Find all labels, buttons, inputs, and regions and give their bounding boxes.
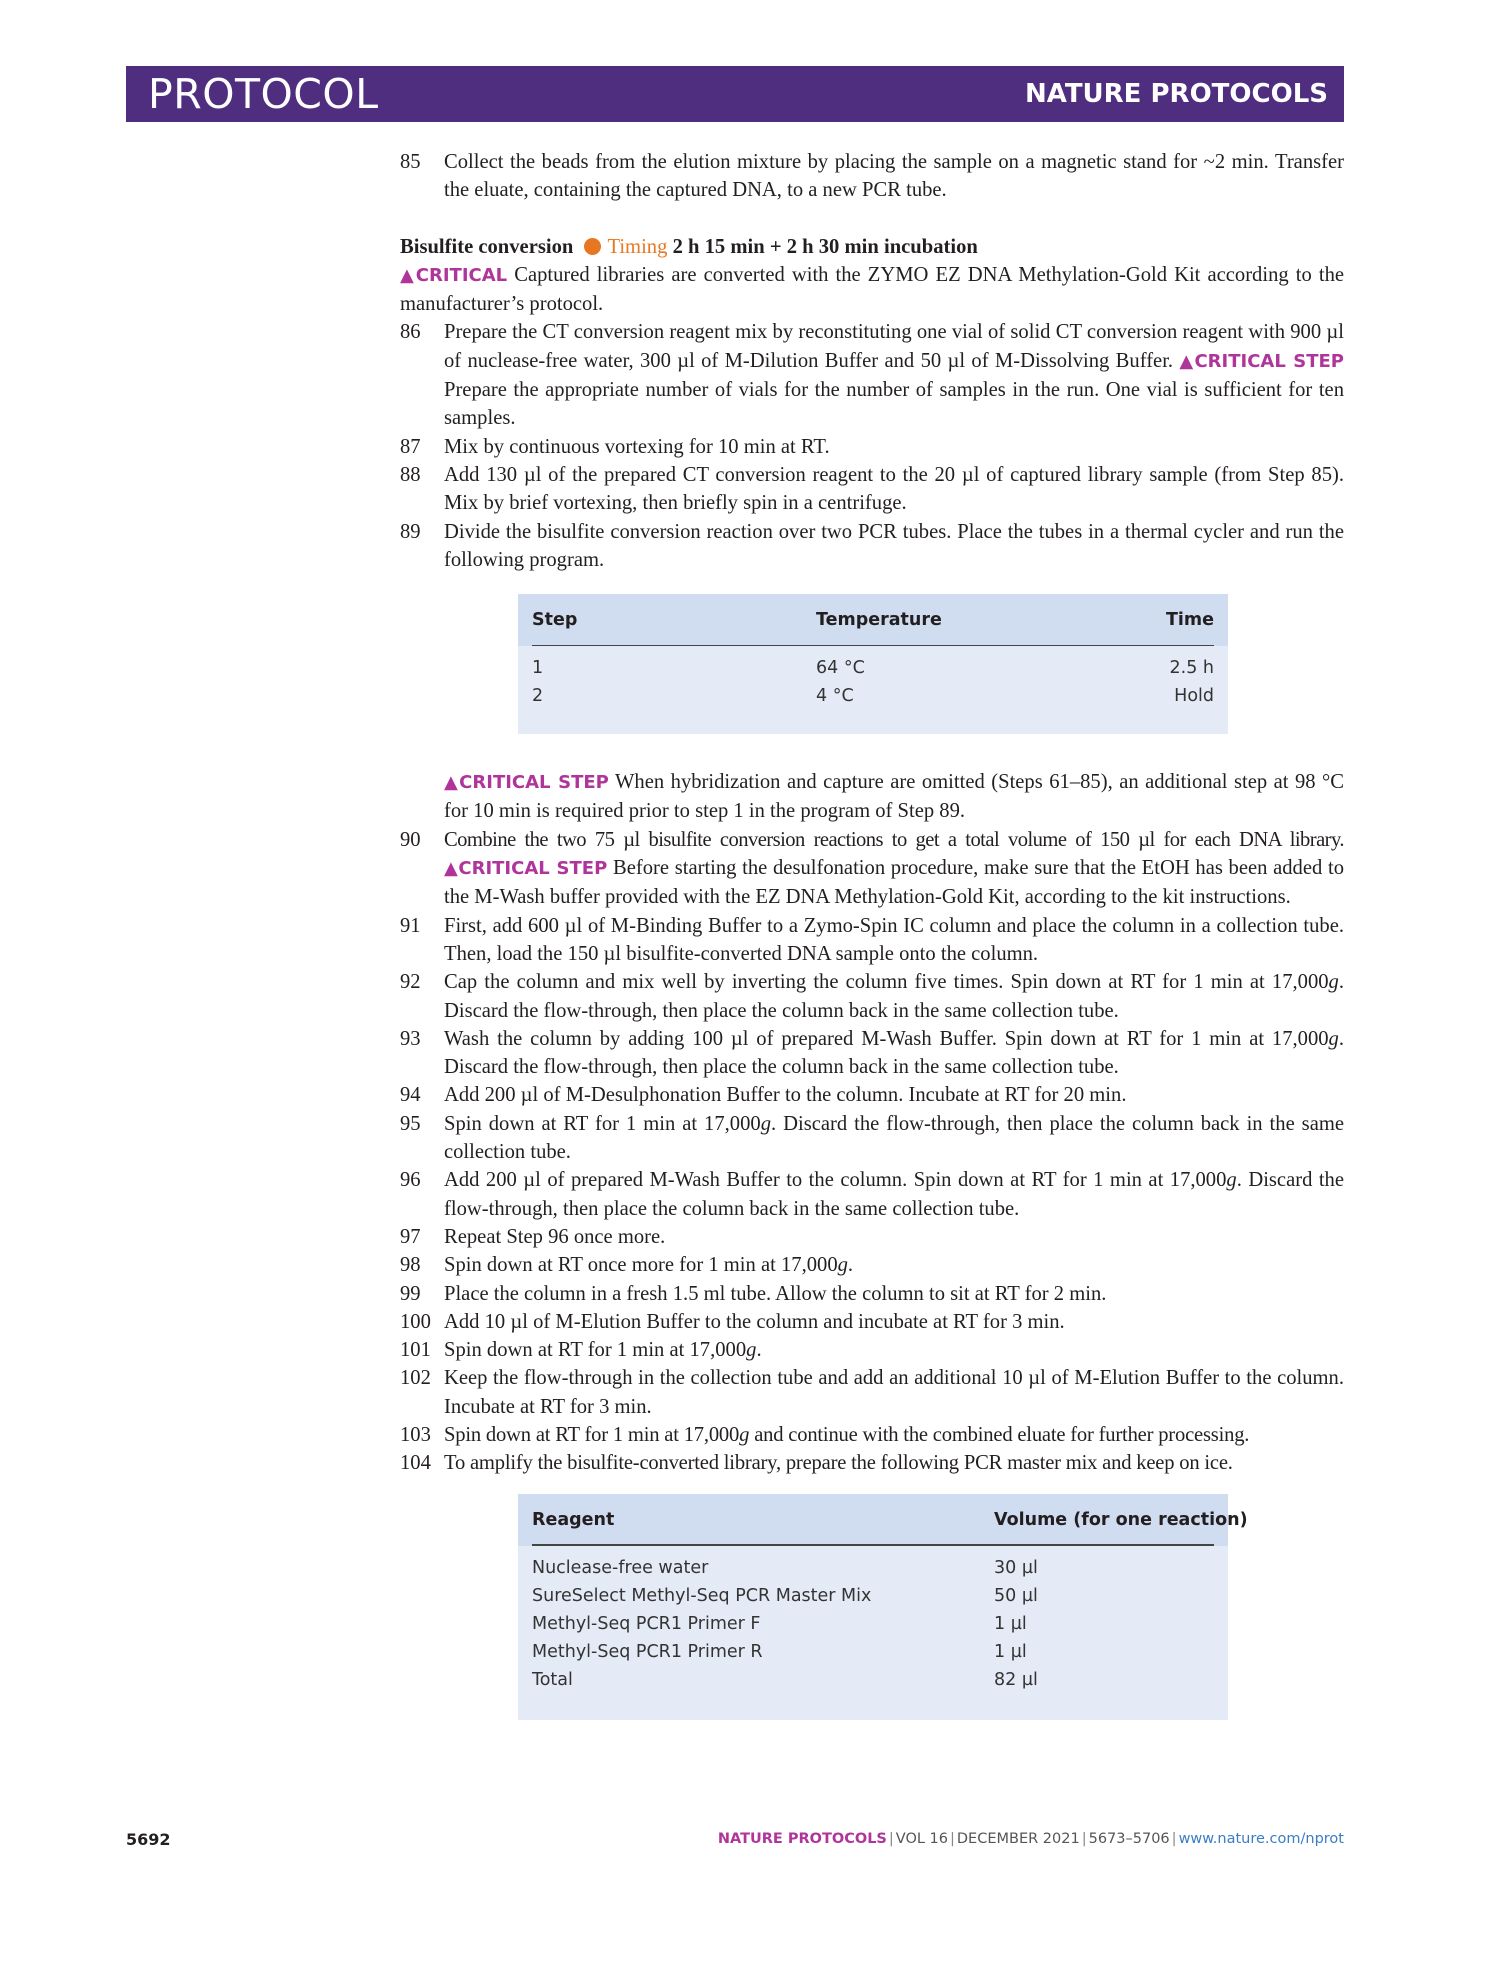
footer-volume: VOL 16 (895, 1831, 948, 1847)
step-text: Repeat Step 96 once more. (444, 1225, 666, 1248)
step-number: 92 (400, 971, 421, 994)
step-text: To amplify the bisulfite-converted library, prepare the following PCR master mix and keep on ice. (444, 1452, 1233, 1475)
cell-volume: 1 µl (994, 1641, 1027, 1662)
section-heading (400, 233, 1344, 261)
cell-step: 1 (532, 658, 544, 679)
text-part: Cap the column and mix well by inverting the column five times. Spin down at RT for 1 min at 17,000 (444, 971, 1329, 994)
text-part: and continue with the combined eluate for further processing. (749, 1423, 1250, 1446)
step-number: 95 (400, 1112, 421, 1135)
table-header (518, 594, 1228, 646)
timing-label: Timing (607, 235, 668, 258)
critical-label: ▲CRITICAL STEP (444, 858, 608, 880)
step-91 (400, 912, 1344, 969)
step-number: 103 (400, 1423, 431, 1446)
header-volume: Volume (for one reaction) (994, 1509, 1248, 1530)
step-number: 94 (400, 1084, 421, 1107)
step-94 (400, 1081, 1344, 1109)
step-number: 97 (400, 1225, 421, 1248)
step-number: 96 (400, 1169, 421, 1192)
cell-reagent: Methyl-Seq PCR1 Primer R (532, 1641, 763, 1662)
cell-time: Hold (1174, 686, 1214, 707)
journal-name: NATURE PROTOCOLS (1024, 79, 1328, 109)
step-88 (400, 461, 1344, 518)
footer-citation (718, 1831, 1344, 1847)
step-text: Combine the two 75 µl bisulfite conversion reactions to get a total volume of 150 µl for each DNA library. (444, 828, 1344, 851)
step-text (444, 1028, 1344, 1078)
step-103 (400, 1421, 1344, 1449)
header-time: Time (1165, 610, 1214, 631)
text-part: Spin down at RT for 1 min at 17,000 (444, 1339, 747, 1362)
critical-label: ▲CRITICAL STEP (444, 772, 609, 794)
step-87 (400, 433, 1344, 461)
step-99 (400, 1280, 1344, 1308)
pcr-master-mix-table (518, 1494, 1248, 1720)
step-number: 102 (400, 1367, 431, 1390)
critical-label: ▲CRITICAL (400, 264, 508, 286)
footer-separator: | (888, 1831, 894, 1847)
step-text (444, 1113, 1344, 1163)
footer-journal: NATURE PROTOCOLS (717, 1831, 887, 1847)
table-header (518, 1494, 1248, 1546)
text-part: . (847, 1254, 854, 1277)
cell-reagent: Total (532, 1669, 573, 1690)
step-93 (400, 1025, 1344, 1082)
cell-step: 2 (532, 686, 544, 707)
timing-dot-icon (584, 238, 601, 255)
step-number: 86 (400, 321, 421, 344)
step-97 (400, 1223, 1344, 1251)
header-rule (532, 1544, 1214, 1546)
critical-text: Captured libraries are converted with the ZYMO EZ DNA Methylation-Gold Kit according to the manufacturer’s protocol. (400, 263, 1345, 316)
cell-temperature: 64 °C (816, 658, 865, 679)
header-step: Step (532, 610, 578, 631)
step-text (444, 1424, 1249, 1446)
step-number: 85 (400, 151, 421, 173)
step-text: Mix by continuous vortexing for 10 min at RT. (444, 435, 830, 458)
step-85 (400, 148, 1344, 205)
step-104 (400, 1449, 1344, 1477)
step-number: 98 (400, 1254, 421, 1277)
text-part: Spin down at RT for 1 min at 17,000 (444, 1423, 740, 1446)
step-text (444, 1339, 762, 1361)
header-rule (532, 645, 1214, 647)
step-number: 90 (400, 828, 421, 851)
header-temperature: Temperature (816, 610, 942, 631)
step-90 (400, 826, 1344, 912)
step-text (444, 1254, 853, 1276)
timing-value: 2 h 15 min + 2 h 30 min incubation (672, 235, 978, 258)
unit-g: g (1226, 1169, 1237, 1192)
step-text (444, 1169, 1344, 1219)
unit-g: g (739, 1423, 750, 1446)
cell-time: 2.5 h (1169, 658, 1214, 679)
step-89 (400, 518, 1344, 575)
header-reagent: Reagent (532, 1509, 615, 1530)
unit-g: g (760, 1112, 771, 1135)
section-type: PROTOCOL (148, 70, 379, 118)
step-number: 91 (400, 914, 421, 937)
header-bar (126, 66, 1344, 122)
critical-text: Prepare the appropriate number of vials for the number of samples in the run. One vial is sufficient for ten samples. (444, 379, 1344, 430)
step-number: 99 (400, 1282, 421, 1305)
text-part: . Discard the flow-through, then place the column back in the same collection tube. (444, 971, 1344, 1022)
text-part: . Discard the flow-through, then place the column back in the same collection tube. (444, 1169, 1344, 1220)
step-number: 89 (400, 520, 421, 543)
step-98 (400, 1251, 1344, 1279)
text-part: Add 200 µl of prepared M-Wash Buffer to the column. Spin down at RT for 1 min at 17,000 (444, 1169, 1227, 1192)
step-text: Divide the bisulfite conversion reaction over two PCR tubes. Place the tubes in a thermal cycler and run the following program. (444, 520, 1344, 571)
footer-pages: 5673–5706 (1088, 1831, 1170, 1847)
step-text: Add 130 µl of the prepared CT conversion reagent to the 20 µl of captured library sample (from Step 85). Mix by brief vortexing, then briefly spin in a centrifuge. (444, 463, 1344, 515)
footer-separator: | (1081, 1831, 1087, 1847)
text-part: Spin down at RT for 1 min at 17,000 (444, 1112, 761, 1135)
step-number: 93 (400, 1027, 421, 1050)
step-92 (400, 968, 1344, 1025)
step-text: Place the column in a fresh 1.5 ml tube. Allow the column to sit at RT for 2 min. (444, 1282, 1107, 1305)
unit-g: g (837, 1254, 848, 1277)
cell-volume: 1 µl (994, 1613, 1027, 1634)
cell-reagent: Nuclease-free water (532, 1557, 709, 1578)
step-number: 87 (400, 435, 421, 458)
step-96 (400, 1166, 1344, 1223)
footer-url-link[interactable]: www.nature.com/nprot (1178, 1831, 1344, 1847)
cell-temperature: 4 °C (816, 686, 854, 707)
critical-step-89 (400, 768, 1344, 826)
step-number: 88 (400, 463, 421, 486)
critical-text: Before starting the desulfonation procedure, make sure that the EtOH has been added to the M-Wash buffer provided with the EZ DNA Methylation-Gold Kit, according to the kit instructions. (444, 857, 1344, 909)
step-text (444, 971, 1344, 1021)
text-part: . Discard the flow-through, then place the column back in the same collection tube. (444, 1112, 1344, 1164)
text-part: Spin down at RT once more for 1 min at 17,000 (444, 1254, 838, 1277)
critical-label: ▲CRITICAL STEP (1179, 350, 1344, 372)
step-text: Collect the beads from the elution mixture by placing the sample on a magnetic stand for ~2 min. Transfer the eluate, containing the captured DNA, to a new PCR tube. (444, 151, 1344, 202)
cell-volume: 82 µl (994, 1669, 1038, 1690)
step-101 (400, 1336, 1344, 1364)
step-95 (400, 1110, 1344, 1167)
step-86 (400, 318, 1344, 432)
step-text: First, add 600 µl of M-Binding Buffer to a Zymo-Spin IC column and place the column in a collection tube. Then, load the 150 µl bisulfite-converted DNA sample onto the column. (444, 914, 1344, 965)
section-title: Bisulfite conversion (400, 235, 574, 258)
step-text: Add 10 µl of M-Elution Buffer to the column and incubate at RT for 3 min. (444, 1310, 1065, 1333)
footer-separator: | (950, 1831, 955, 1847)
text-part: Wash the column by adding 100 µl of prepared M-Wash Buffer. Spin down at RT for 1 min at 17,000 (444, 1027, 1329, 1050)
text-part: . (756, 1339, 762, 1362)
footer-separator: | (1171, 1831, 1177, 1847)
unit-g: g (1328, 971, 1339, 994)
cell-reagent: Methyl-Seq PCR1 Primer F (532, 1613, 761, 1634)
thermal-program-table (518, 594, 1228, 734)
step-text: Prepare the CT conversion reagent mix by reconstituting one vial of solid CT conversion reagent with 900 µl of nuclease-free water, 300 µl of M-Dilution Buffer and 50 µl of M-Dissolving Buffer. (444, 321, 1344, 372)
cell-volume: 50 µl (994, 1585, 1038, 1606)
step-number: 104 (400, 1452, 431, 1475)
page-number: 5692 (126, 1830, 171, 1849)
step-number: 101 (400, 1339, 431, 1362)
step-text: Add 200 µl of M-Desulphonation Buffer to the column. Incubate at RT for 20 min. (444, 1084, 1127, 1107)
cell-reagent: SureSelect Methyl-Seq PCR Master Mix (532, 1585, 872, 1606)
unit-g: g (1328, 1027, 1339, 1050)
critical-note (400, 261, 1344, 319)
step-number: 100 (400, 1310, 431, 1333)
critical-text: When hybridization and capture are omitted (Steps 61–85), an additional step at 98 °C for 10 min is required prior to step 1 in the program of Step 89. (444, 771, 1345, 823)
footer-date: DECEMBER 2021 (956, 1831, 1080, 1847)
cell-volume: 30 µl (994, 1557, 1038, 1578)
step-102 (400, 1364, 1344, 1421)
step-100 (400, 1308, 1344, 1336)
text-part: . Discard the flow-through, then place the column back in the same collection tube. (444, 1027, 1344, 1079)
content (400, 148, 1344, 1720)
step-text: Keep the flow-through in the collection tube and add an additional 10 µl of M-Elution Buffer to the column. Incubate at RT for 3 min. (444, 1367, 1344, 1418)
unit-g: g (746, 1339, 757, 1362)
